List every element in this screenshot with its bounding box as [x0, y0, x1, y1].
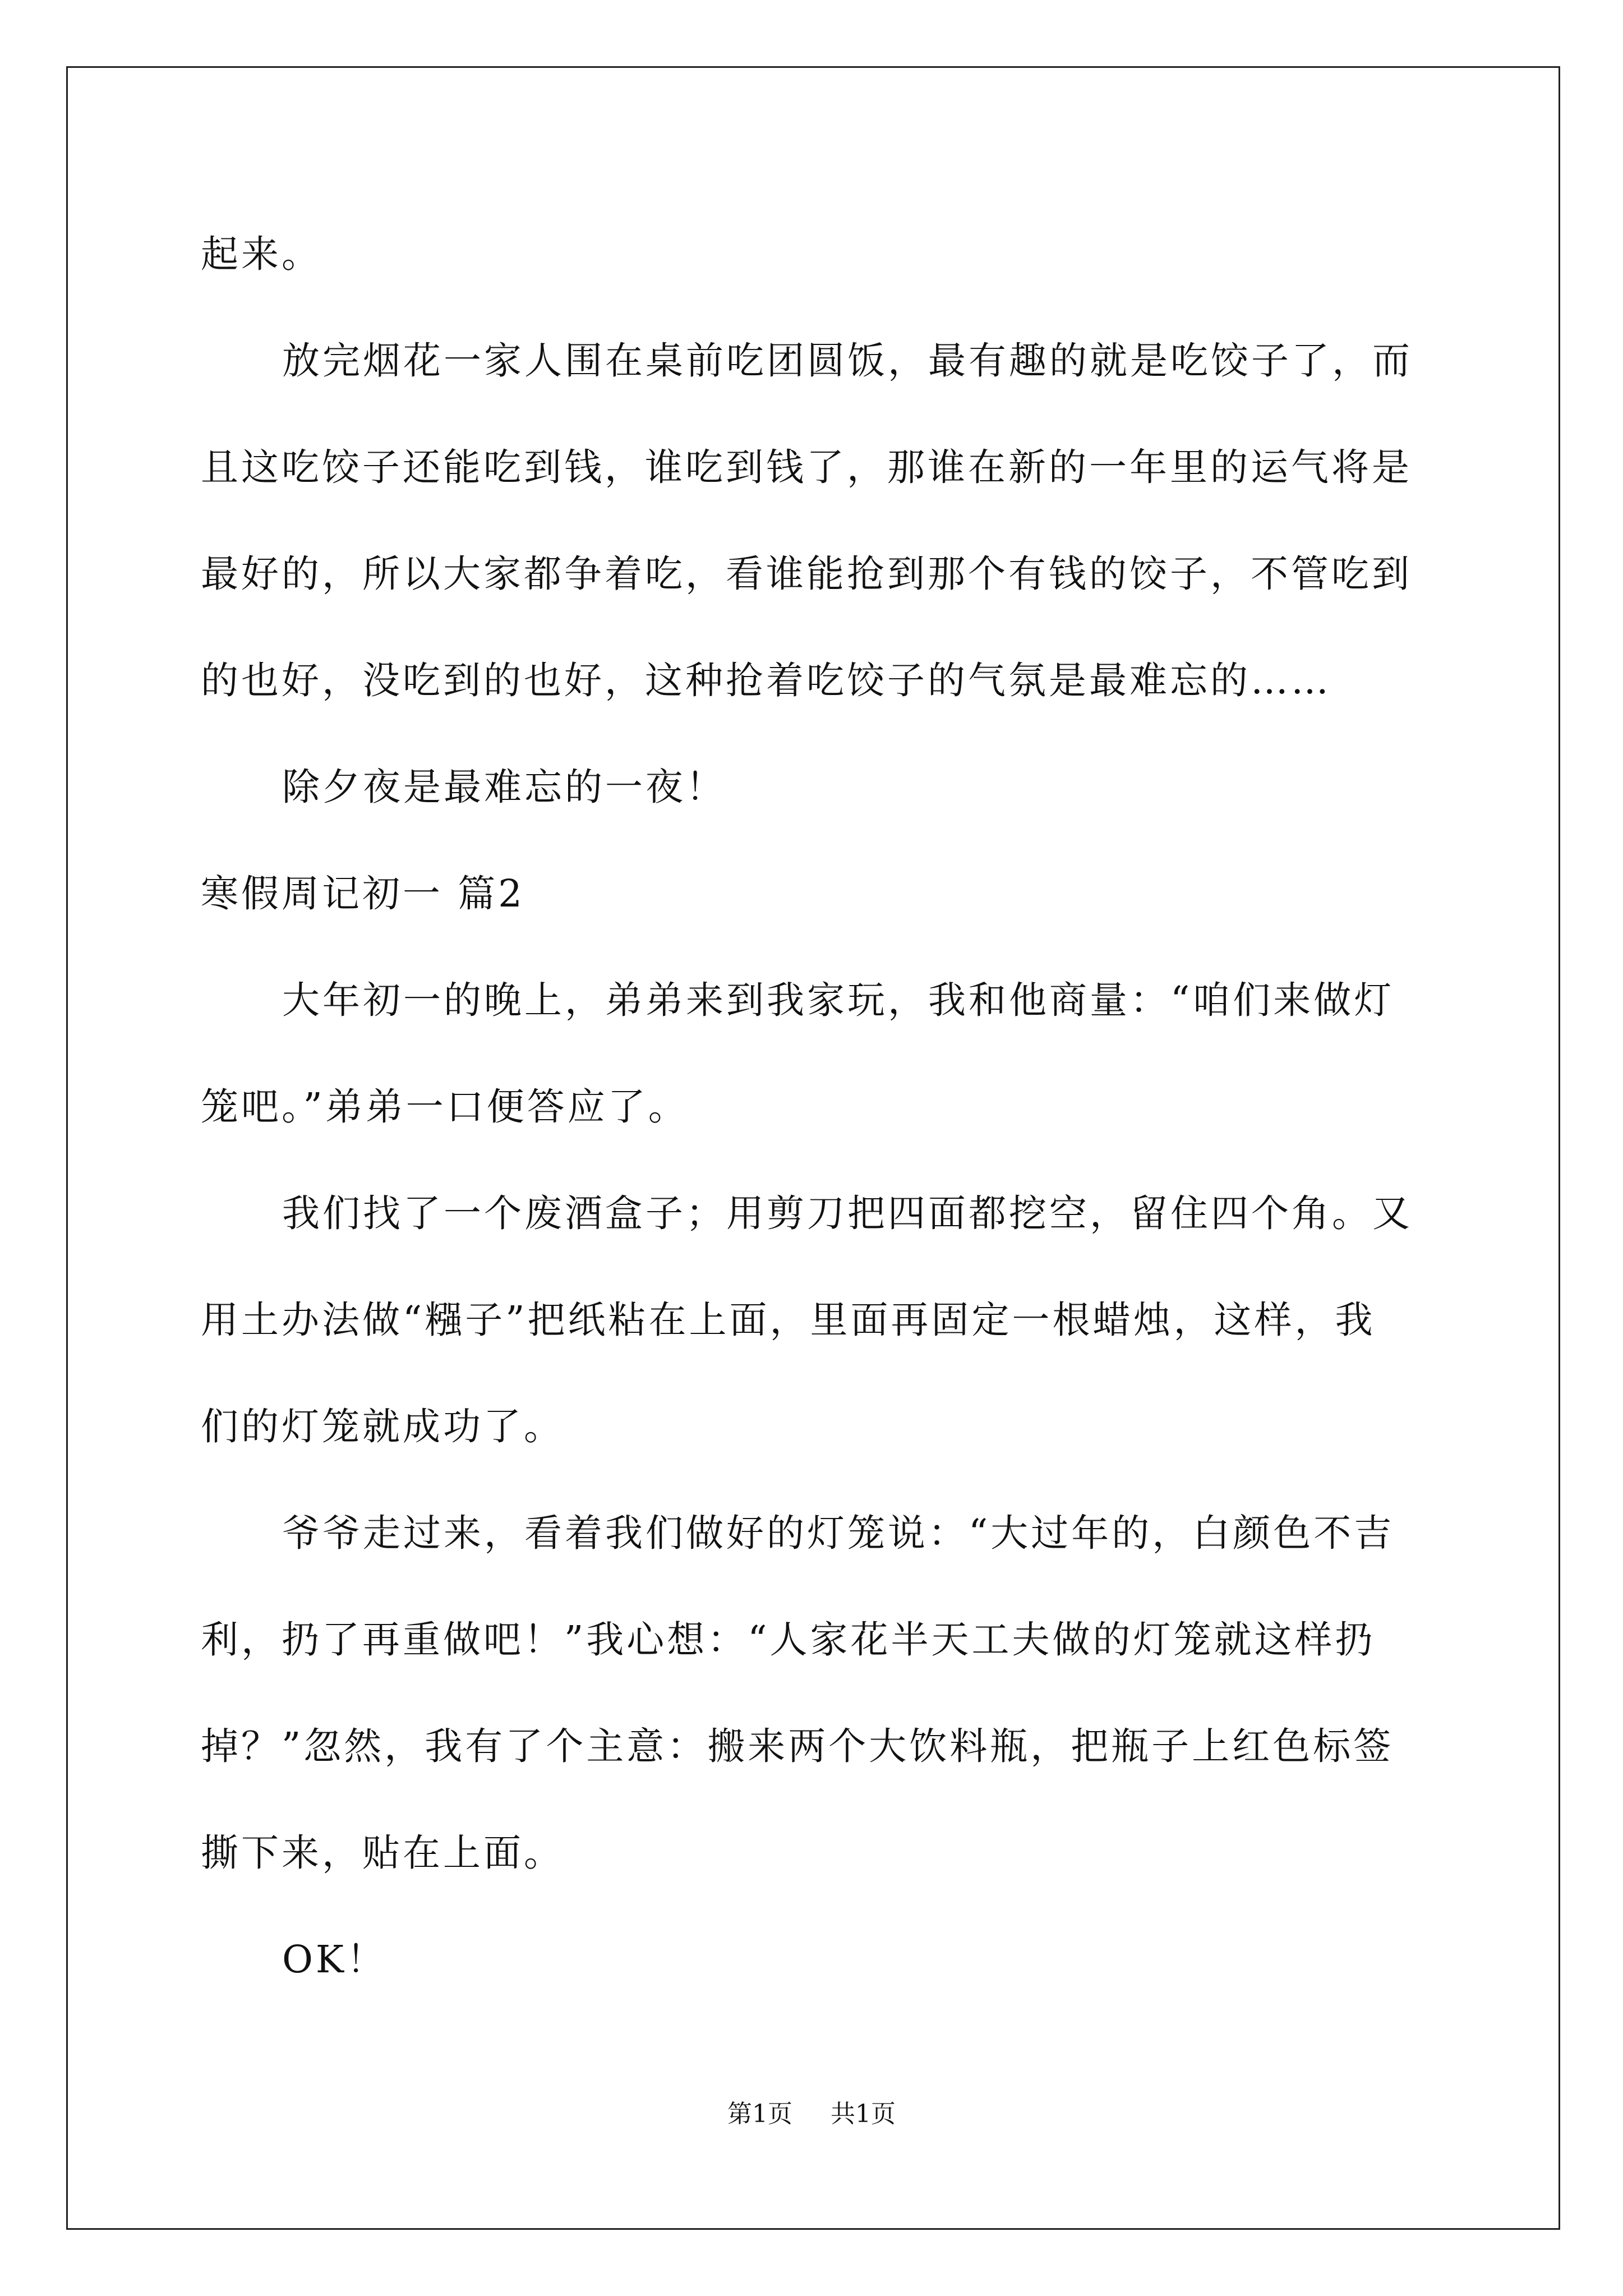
page-border	[66, 66, 1560, 2230]
paragraph-line: 大年初一的晚上，弟弟来到我家玩，我和他商量：“咱们来做灯	[282, 978, 1395, 1022]
paragraph-line: 爷爷走过来，看着我们做好的灯笼说：“大过年的，白颜色不吉	[282, 1511, 1395, 1555]
paragraph-line: 用土办法做“糨子”把纸粘在上面，里面再固定一根蜡烛，这样，我	[201, 1298, 1376, 1342]
page-footer	[0, 2093, 1623, 2129]
paragraph-line: 放完烟花一家人围在桌前吃团圆饭，最有趣的就是吃饺子了，而	[282, 339, 1413, 383]
paragraph-line: 的也好，没吃到的也好，这种抢着吃饺子的气氛是最难忘的……	[201, 659, 1331, 702]
paragraph-line: 且这吃饺子还能吃到钱，谁吃到钱了，那谁在新的一年里的运气将是	[201, 445, 1412, 489]
paragraph-line: 除夕夜是最难忘的一夜！	[282, 765, 726, 809]
paragraph-line: 笼吧。”弟弟一口便答应了。	[201, 1085, 689, 1129]
paragraph-line: 掉？”忽然，我有了个主意：搬来两个大饮料瓶，把瓶子上红色标签	[201, 1724, 1394, 1768]
paragraph-line: 我们找了一个废酒盒子；用剪刀把四面都挖空，留住四个角。又	[282, 1191, 1413, 1235]
page-total: 共1页	[831, 2100, 896, 2128]
paragraph-line: OK！	[282, 1938, 387, 1981]
paragraph-line: 起来。	[201, 232, 322, 276]
page-number: 第1页	[727, 2100, 792, 2128]
paragraph-line: 最好的，所以大家都争着吃，看谁能抢到那个有钱的饺子，不管吃到	[201, 552, 1412, 596]
paragraph-line: 们的灯笼就成功了。	[201, 1405, 564, 1448]
paragraph-line: 撕下来，贴在上面。	[201, 1831, 564, 1875]
section-heading: 寒假周记初一 篇2	[201, 872, 525, 915]
paragraph-line: 利，扔了再重做吧！”我心想：“人家花半天工夫做的灯笼就这样扔	[201, 1618, 1376, 1662]
